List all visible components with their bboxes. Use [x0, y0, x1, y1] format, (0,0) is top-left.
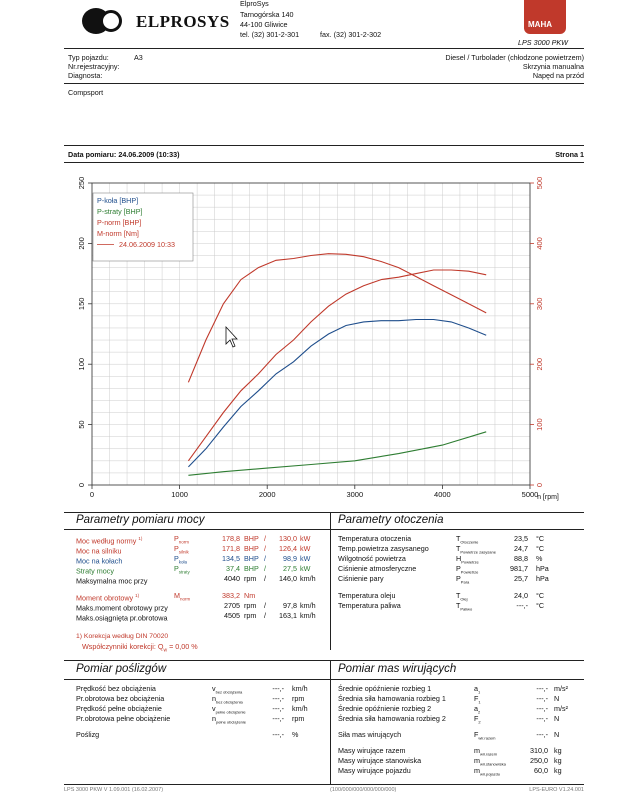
slip-param-label: Pr.obrotowa bez obciążenia	[76, 694, 165, 703]
y-right-tick-label: 300	[535, 297, 544, 311]
mass-param-label: Średnia siła hamowania rozbieg 2	[338, 714, 446, 723]
company-street: Tarnogórska 140	[240, 10, 294, 19]
slip-param-sym: n	[212, 714, 216, 723]
engine-param-sym: P	[174, 544, 179, 553]
slip-param-sub: bez obciążenia	[216, 699, 243, 705]
ambient-params-title: Parametry otoczenia	[338, 514, 444, 526]
vehicle-type-value: A3	[134, 53, 143, 62]
legend-entry: P-straty [BHP]	[97, 207, 143, 216]
mass-param-unit: N	[554, 714, 560, 723]
engine-param-sep: /	[264, 601, 266, 610]
customer-name: Compsport	[68, 88, 104, 97]
slip-param-sym: n	[212, 694, 216, 703]
ambient-param-label: Temperatura paliwa	[338, 601, 401, 610]
x-tick-label: 4000	[434, 490, 451, 499]
mass-param-value: 310,0	[530, 746, 548, 755]
company-city: 44-100 Gliwice	[240, 20, 288, 29]
y-left-tick-label: 200	[77, 237, 86, 250]
engine-params-title: Parametry pomiaru mocy	[76, 514, 205, 526]
ambient-param-unit: °C	[536, 601, 545, 610]
mass-param-sym: m	[474, 756, 480, 765]
mass-param-value: ---,-	[536, 730, 548, 739]
slip-param-value: ---,-	[272, 694, 284, 703]
y-left-tick-label: 50	[77, 420, 86, 429]
ambient-param-sym: T	[456, 544, 461, 553]
engine-param-label: Straty mocy	[76, 566, 114, 576]
engine-param-sym: P	[174, 564, 179, 573]
mass-param-sym: a	[474, 704, 478, 713]
mass-param-sym: a	[474, 684, 478, 693]
slip-param-unit: rpm	[292, 714, 305, 723]
mass-param-label: Masy wirujące pojazdu	[338, 766, 411, 775]
engine-param-unit2: kW	[300, 544, 311, 553]
mass-param-symbol	[474, 714, 481, 726]
mass-param-value: ---,-	[536, 714, 548, 723]
company-name: ElproSys	[240, 0, 269, 8]
mass-param-value: 60,0	[534, 766, 548, 775]
x-tick-label: 3000	[346, 490, 364, 499]
ambient-param-sym: T	[456, 601, 461, 610]
mass-param-sub: 1	[478, 699, 481, 705]
correction-factor-sub: w	[163, 647, 168, 654]
registration-label: Nr.rejestracyjny:	[68, 62, 120, 71]
correction-factor	[82, 642, 198, 655]
legend-entry: 24.06.2009 10:33	[119, 240, 175, 249]
ambient-param-sub: Paliwo	[460, 606, 473, 612]
engine-param-label: Maksymalna moc przy	[76, 576, 148, 586]
engine-param-sep: /	[264, 574, 266, 583]
engine-param-unit2: km/h	[300, 601, 316, 610]
engine-param-unit2: kW	[300, 564, 311, 573]
mass-param-sub: 1	[478, 689, 481, 695]
correction-factor-value: = 0,00 %	[167, 642, 198, 651]
engine-param-sub: norm	[178, 539, 190, 545]
engine-param-sup: 1)	[135, 593, 140, 598]
engine-param-value2: 97,8	[283, 601, 297, 610]
mass-param-unit: N	[554, 730, 560, 739]
engine-param-unit1: rpm	[244, 574, 257, 583]
correction-factor-label: Współczynniki korekcji: Q	[82, 642, 164, 651]
engine-param-label: Maks.moment obrotowy przy	[76, 603, 168, 613]
x-tick-label: 5000	[521, 490, 539, 499]
engine-param-unit1: BHP	[244, 544, 259, 553]
ambient-param-unit: hPa	[536, 574, 549, 583]
mass-param-label: Średnie opóźnienie rozbieg 1	[338, 684, 432, 693]
slip-param-value: ---,-	[272, 714, 284, 723]
engine-param-row	[76, 611, 168, 622]
engine-param-value2: 130,0	[279, 534, 297, 543]
engine-param-value1: 383,2	[222, 591, 240, 600]
ambient-param-value: 25,7	[514, 574, 528, 583]
y-left-tick-label: 100	[77, 357, 86, 371]
engine-param-value2: 27,5	[283, 564, 297, 573]
vehicle-type-label: Typ pojazdu:	[68, 53, 109, 62]
slip-param-value: ---,-	[272, 684, 284, 693]
engine-param-sep: /	[264, 544, 266, 553]
slip-param-label: Prędkość pełne obciążenie	[76, 704, 162, 713]
ambient-param-label: Temp.powietrza zasysanego	[338, 544, 429, 553]
engine-param-value2: 98,9	[283, 554, 297, 563]
ambient-param-value: 24,7	[514, 544, 528, 553]
ambient-param-unit: °C	[536, 591, 545, 600]
legend-entry: P-norm [BHP]	[97, 218, 142, 227]
mass-param-sub: wir.razem	[480, 751, 498, 757]
engine-param-sym: P	[174, 554, 179, 563]
gearbox-type: Skrzynia manualna	[522, 62, 584, 71]
footer-left: LPS 3000 PKW V 1.09.001 (16.02.2007)	[64, 787, 164, 793]
engine-param-unit2: km/h	[300, 574, 316, 583]
ambient-param-label: Temperatura otoczenia	[338, 534, 412, 543]
ambient-param-value: 88,8	[514, 554, 528, 563]
mass-param-sub: 2	[478, 719, 481, 725]
mass-param-sym: F	[474, 714, 479, 723]
mass-param-label: Siła mas wirujących	[338, 730, 402, 739]
company-phone: tel. (32) 301-2-301	[240, 30, 300, 39]
x-tick-label: 2000	[258, 490, 276, 499]
engine-param-sub: norm	[180, 596, 191, 602]
mass-param-value: ---,-	[536, 704, 548, 713]
slip-param-label: Pr.obrotowa pełne obciążenie	[76, 714, 171, 723]
mass-param-label: Średnie opóźnienie rozbieg 2	[338, 704, 432, 713]
y-right-tick-label: 500	[535, 176, 544, 190]
slip-param-sub: pełne obciążenie	[216, 719, 247, 725]
ambient-param-unit: %	[536, 554, 543, 563]
ambient-param-sym: P	[456, 574, 461, 583]
ambient-param-sub: Powietrze zasysane	[460, 549, 496, 555]
engine-param-sep: /	[264, 611, 266, 620]
slip-param-label: Prędkość bez obciążenia	[76, 684, 156, 693]
mass-param-symbol	[474, 730, 496, 742]
engine-param-value1: 178,8	[222, 534, 240, 543]
ambient-param-sub: Otoczenie	[460, 539, 479, 545]
slip-param-label: Poślizg	[76, 730, 100, 739]
mass-title: Pomiar mas wirujących	[338, 663, 457, 675]
company-fax: fax. (32) 301-2-302	[320, 30, 382, 39]
slip-param-unit: km/h	[292, 684, 308, 693]
mass-param-label: Średnia siła hamowania rozbieg 1	[338, 694, 446, 703]
ambient-param-sym: P	[456, 564, 461, 573]
engine-param-unit2: kW	[300, 554, 311, 563]
ambient-param-sub: Olej	[460, 596, 468, 602]
mass-param-unit: m/s²	[554, 704, 568, 713]
measurement-date: Data pomiaru: 24.06.2009 (10:33)	[68, 150, 180, 159]
slip-param-sub: bez obciążenia	[215, 689, 243, 695]
engine-param-label: Moc na silniku	[76, 546, 122, 556]
logo-text: ELPROSYS	[136, 12, 230, 31]
ambient-param-value: 981,7	[510, 564, 528, 573]
engine-param-sym: P	[174, 534, 179, 543]
engine-param-sub: koła	[178, 559, 188, 565]
engine-param-value1: 37,4	[226, 564, 240, 573]
x-axis-label: n [rpm]	[537, 494, 559, 501]
ambient-param-value: 23,5	[514, 534, 528, 543]
ambient-param-unit: °C	[536, 534, 545, 543]
mass-param-sub: wir.stanowiska	[480, 761, 506, 767]
engine-param-value2: 126,4	[279, 544, 297, 553]
engine-param-value1: 4040	[224, 574, 240, 583]
engine-param-label: Maks.osiągnięta pr.obrotowa	[76, 613, 168, 623]
ambient-param-value: ---,-	[516, 601, 528, 610]
slip-param-unit: rpm	[292, 694, 305, 703]
ambient-param-label: Ciśnienie atmosferyczne	[338, 564, 417, 573]
ambient-param-sub: Powietrze	[461, 559, 479, 565]
engine-param-unit1: BHP	[244, 534, 259, 543]
engine-param-sep: /	[264, 534, 266, 543]
engine-type: Diesel / Turbolader (chłodzone powietrzem)	[445, 53, 584, 62]
diagnostician-label: Diagnosta:	[68, 71, 103, 80]
slip-param-unit: %	[292, 730, 299, 739]
slip-param-sym: v	[212, 684, 216, 693]
ambient-param-label: Temperatura oleju	[338, 591, 396, 600]
y-left-tick-label: 250	[77, 176, 86, 190]
ambient-param-label: Ciśnienie pary	[338, 574, 384, 583]
mass-param-label: Masy wirujące razem	[338, 746, 406, 755]
mass-param-symbol	[474, 766, 500, 778]
mass-param-unit: m/s²	[554, 684, 568, 693]
x-tick-label: 1000	[171, 490, 188, 499]
slip-param-value: ---,-	[272, 730, 284, 739]
slip-param-sub: pełne obciążenie	[215, 709, 246, 715]
y-right-tick-label: 100	[535, 418, 544, 431]
engine-param-unit1: BHP	[244, 564, 259, 573]
engine-param-sub: silnik	[178, 549, 189, 555]
engine-param-unit1: rpm	[244, 601, 257, 610]
footer-center: (100/000/000/000/000/000)	[330, 787, 397, 793]
mass-param-sym: F	[474, 730, 479, 739]
engine-param-sep: /	[264, 564, 266, 573]
ambient-param-unit: °C	[536, 544, 545, 553]
engine-param-value1: 171,8	[222, 544, 240, 553]
engine-param-unit2: kW	[300, 534, 311, 543]
engine-param-label: Moc według normy	[76, 536, 137, 546]
ambient-param-value: 24,0	[514, 591, 528, 600]
engine-param-label: Moc na kołach	[76, 556, 123, 566]
engine-param-unit2: km/h	[300, 611, 316, 620]
engine-param-unit1: Nm	[244, 591, 256, 600]
mass-param-value: ---,-	[536, 694, 548, 703]
slip-title: Pomiar poślizgów	[76, 663, 167, 675]
engine-param-sep: /	[264, 554, 266, 563]
engine-param-value1: 2705	[224, 601, 240, 610]
ambient-param-sub: Para	[460, 579, 470, 585]
engine-param-symbol	[174, 564, 190, 576]
y-right-tick-label: 400	[535, 237, 544, 250]
slip-param-value: ---,-	[272, 704, 284, 713]
engine-param-value2: 146,0	[279, 574, 297, 583]
engine-param-unit1: BHP	[244, 554, 259, 563]
mass-param-sub: wir.razem	[478, 735, 496, 741]
ambient-param-symbol	[456, 574, 469, 586]
engine-param-value2: 163,1	[279, 611, 297, 620]
y-left-tick-label: 0	[77, 482, 86, 488]
mass-param-sym: m	[474, 746, 480, 755]
engine-param-unit1: rpm	[244, 611, 257, 620]
mass-param-sub: wir.pojazdu	[480, 771, 501, 777]
mass-param-unit: kg	[554, 766, 562, 775]
y-left-tick-label: 150	[77, 297, 86, 311]
ambient-param-label: Wilgotność powietrza	[338, 554, 406, 563]
mass-param-unit: kg	[554, 746, 562, 755]
x-tick-label: 0	[89, 490, 95, 499]
maha-logo-text: MAHA	[528, 20, 552, 29]
slip-param-sym: v	[212, 704, 216, 713]
legend-entry: P-koła [BHP]	[97, 196, 139, 205]
engine-param-symbol	[174, 591, 190, 603]
mouse-pointer-icon	[226, 327, 237, 347]
engine-param-sub: straty	[178, 569, 190, 575]
ambient-param-sym: T	[456, 534, 461, 543]
engine-param-sym: M	[174, 591, 180, 600]
mass-param-value: ---,-	[536, 684, 548, 693]
mass-param-unit: kg	[554, 756, 562, 765]
slip-param-symbol	[212, 714, 246, 726]
mass-param-value: 250,0	[530, 756, 548, 765]
ambient-param-sub: Powietrze	[460, 569, 479, 575]
mass-param-sym: m	[474, 766, 480, 775]
footer-right: LPS-EURO V1.24.001	[529, 787, 584, 793]
engine-param-row	[76, 574, 148, 585]
page-number: Strona 1	[555, 150, 584, 159]
ambient-param-sym: H	[456, 554, 462, 563]
mass-param-sub: 2	[478, 709, 481, 715]
slip-param-unit: km/h	[292, 704, 308, 713]
engine-param-value1: 4505	[224, 611, 240, 620]
mass-param-unit: N	[554, 694, 560, 703]
mass-param-label: Masy wirujące stanowiska	[338, 756, 422, 765]
engine-param-label: Moment obrotowy	[76, 593, 134, 603]
legend-entry: M-norm [Nm]	[97, 229, 139, 238]
correction-note: 1) Korekcja według DIN 70020	[76, 633, 169, 640]
ambient-param-symbol	[456, 601, 472, 613]
engine-param-sup: 1)	[138, 536, 143, 541]
ambient-param-unit: hPa	[536, 564, 549, 573]
drive-type: Napęd na przód	[532, 71, 584, 80]
ambient-param-sym: T	[456, 591, 461, 600]
device-name: LPS 3000 PKW	[518, 38, 568, 47]
y-right-tick-label: 0	[535, 482, 544, 488]
mass-param-sym: F	[474, 694, 479, 703]
y-right-tick-label: 200	[535, 357, 544, 371]
engine-param-value1: 134,5	[222, 554, 240, 563]
